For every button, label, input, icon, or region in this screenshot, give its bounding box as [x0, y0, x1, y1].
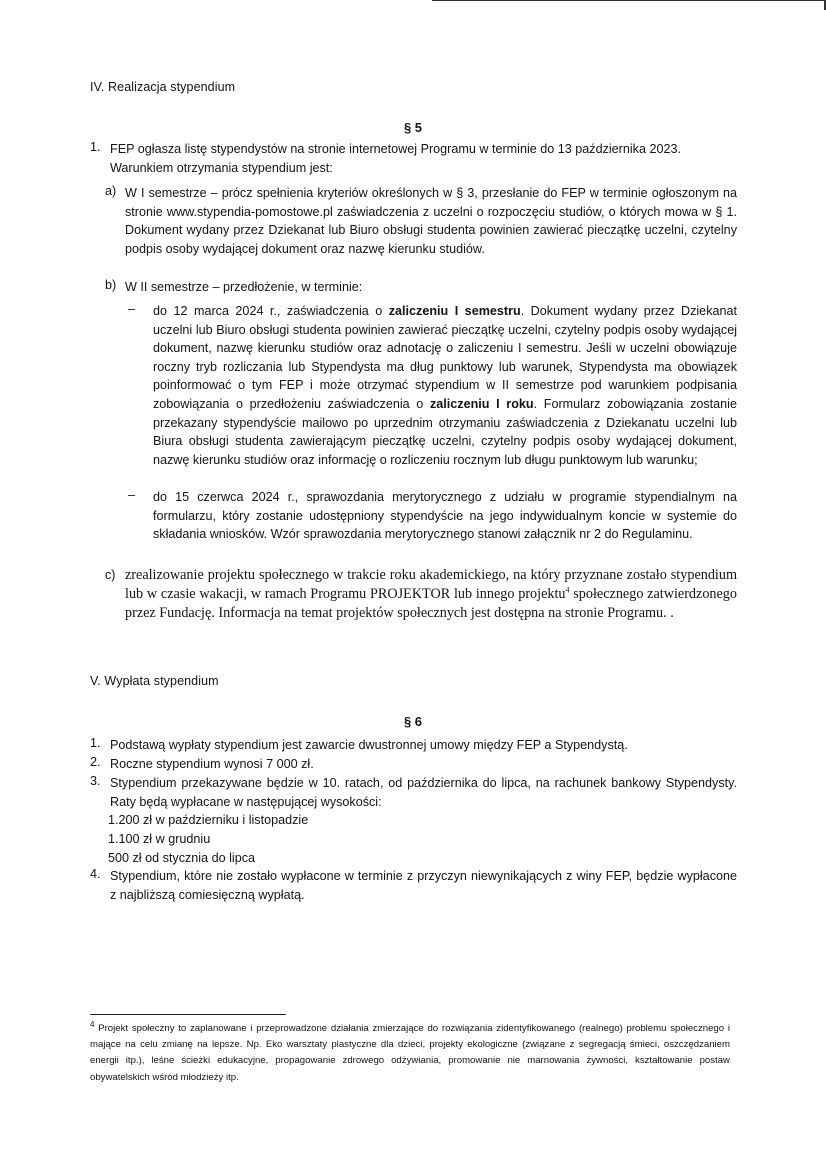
s6-item-4-text: Stypendium, które nie zostało wypłacone w terminie z przyczyn niewynikających z winy FEP, będzie wypłacone z najbliższą comiesięczną wypłatą. — [110, 869, 737, 902]
footnote-ref-4: 4 — [565, 585, 570, 595]
dash-1-bold-year: zaliczeniu I roku — [429, 396, 534, 411]
s6-item-1-text: Podstawą wypłaty stypendium jest zawarcie dwustronnej umowy między FEP a Stypendystą. — [110, 738, 628, 752]
section-heading-iv: IV. Realizacja stypendium — [90, 80, 236, 94]
s6-item-number-1: 1. — [90, 736, 101, 750]
rate-line-3: 500 zł od stycznia do lipca — [108, 851, 256, 865]
paragraph-mark-6: § 6 — [403, 714, 423, 729]
item-c-text-a: zrealizowanie projektu społecznego w trakcie roku akademickiego, na który przyznane zostało stypendium lub w czasie wakacji, w ramach Programu PROJEKTOR lub innego projektu — [125, 567, 737, 602]
dash-marker-1: – — [128, 302, 136, 316]
item-label-b: b) — [105, 278, 117, 292]
dash-1-bold-semester: zaliczeniu I semestru — [388, 304, 521, 318]
item-label-c: c) — [105, 568, 116, 582]
footnote-separator — [90, 1014, 286, 1015]
footnote-mark: 4 — [90, 1019, 95, 1029]
scan-edge-line — [432, 0, 826, 1]
dash-1-text-c: . Formularz zobowiązania zostanie przekazany stypendyście mailowo po uprzednim otrzymaniu zaświadczenia z Dziekanatu uczelni lub Biura obsługi studenta zawierającym pieczątkę uczelni, czytelny podpis osoby wydającej dokument, nazwę kierunku studiów oraz informację o rozliczeniu rocznym lub długu punktowym lub warunku; — [153, 396, 737, 467]
item-number-1: 1. — [90, 140, 101, 154]
s6-item-3-text: Stypendium przekazywane będzie w 10. ratach, od października do lipca, na rachunek bankowy Stypendysty. Raty będą wypłacane w następującej wysokości: — [110, 776, 737, 809]
section-heading-v: V. Wypłata stypendium — [90, 674, 219, 688]
item-1-text: FEP ogłasza listę stypendystów na stronie internetowej Programu w terminie do 13 października 2023. Warunkiem otrzymania stypendium jest: — [110, 142, 681, 175]
dash-item-1 — [153, 302, 737, 469]
rate-line-1: 1.200 zł w październiku i listopadzie — [108, 813, 309, 827]
item-a-text: W I semestrze – prócz spełnienia kryteriów określonych w § 3, przesłanie do FEP w terminie ogłoszonym na stronie www.stypendia-pomostowe.pl zaświadczenia z uczelni o rozpoczęciu studiów, o których mowa w § 1. Dokument wydany przez Dziekanat lub Biuro obsługi studenta powinien zawierać pieczątkę uczelni, czytelny podpis osoby wydającej dokument oraz nazwę kierunku studiów. — [125, 186, 737, 256]
s6-item-2-text: Roczne stypendium wynosi 7 000 zł. — [110, 757, 314, 771]
footnote-text: Projekt społeczny to zaplanowane i przeprowadzone działania zmierzające do rozwiązania zidentyfikowanego (realnego) problemu społecznego i mające na celu zmianę na lepsze. Np. Eko warsztaty plastyczne dla dzieci, projekty ekologiczne (związane z segregacją śmieci, oszczędzaniem energii itp.), leśne ścieżki edukacyjne, propagowanie zdrowego odżywiania, promowanie nie marnowania żywności, kształtowanie postaw obywatelskich wśród młodzieży itp. — [90, 1023, 730, 1083]
item-label-a: a) — [105, 184, 117, 198]
item-c-text-b: społecznego zatwierdzonego przez Fundację. Informacja na temat projektów społecznych jest dostępna na stronie Programu. . — [125, 585, 737, 621]
footnote-4 — [90, 1021, 730, 1086]
item-c-text — [125, 566, 737, 623]
dash-1-text-b: . Dokument wydany przez Dziekanat uczelni lub Biuro obsługi studenta powinien zawierać pieczątkę uczelni, czytelny podpis osoby wydającej dokument, nazwę kierunku studiów oraz adnotację o zaliczeniu I semestru. Jeśli w uczelni obowiązuje roczny tryb rozliczania lub Stypendysta ma dług punktowy lub warunek, Stypendysta ma obowiązek poinformować o tym FEP i może otrzymać stypendium w II semestrze pod warunkiem podpisania zobowiązania o przedłożeniu zaświadczenia o — [153, 304, 737, 411]
s6-item-number-4: 4. — [90, 867, 101, 881]
rate-line-2: 1.100 zł w grudniu — [108, 832, 211, 846]
s6-item-number-3: 3. — [90, 774, 101, 788]
item-b-text: W II semestrze – przedłożenie, w terminie: — [125, 280, 363, 294]
paragraph-mark-5: § 5 — [403, 120, 423, 135]
dash-marker-2: – — [128, 488, 136, 502]
s6-item-number-2: 2. — [90, 755, 101, 769]
dash-item-2: do 15 czerwca 2024 r., sprawozdania merytorycznego z udziału w programie stypendialnym na formularzu, który zostanie udostępniony stypendyście na jego indywidualnym koncie w systemie do składania wniosków. Wzór sprawozdania merytorycznego stanowi załącznik nr 2 do Regulaminu. — [153, 490, 737, 542]
dash-1-text-a: do 12 marca 2024 r., zaświadczenia o — [153, 304, 389, 318]
